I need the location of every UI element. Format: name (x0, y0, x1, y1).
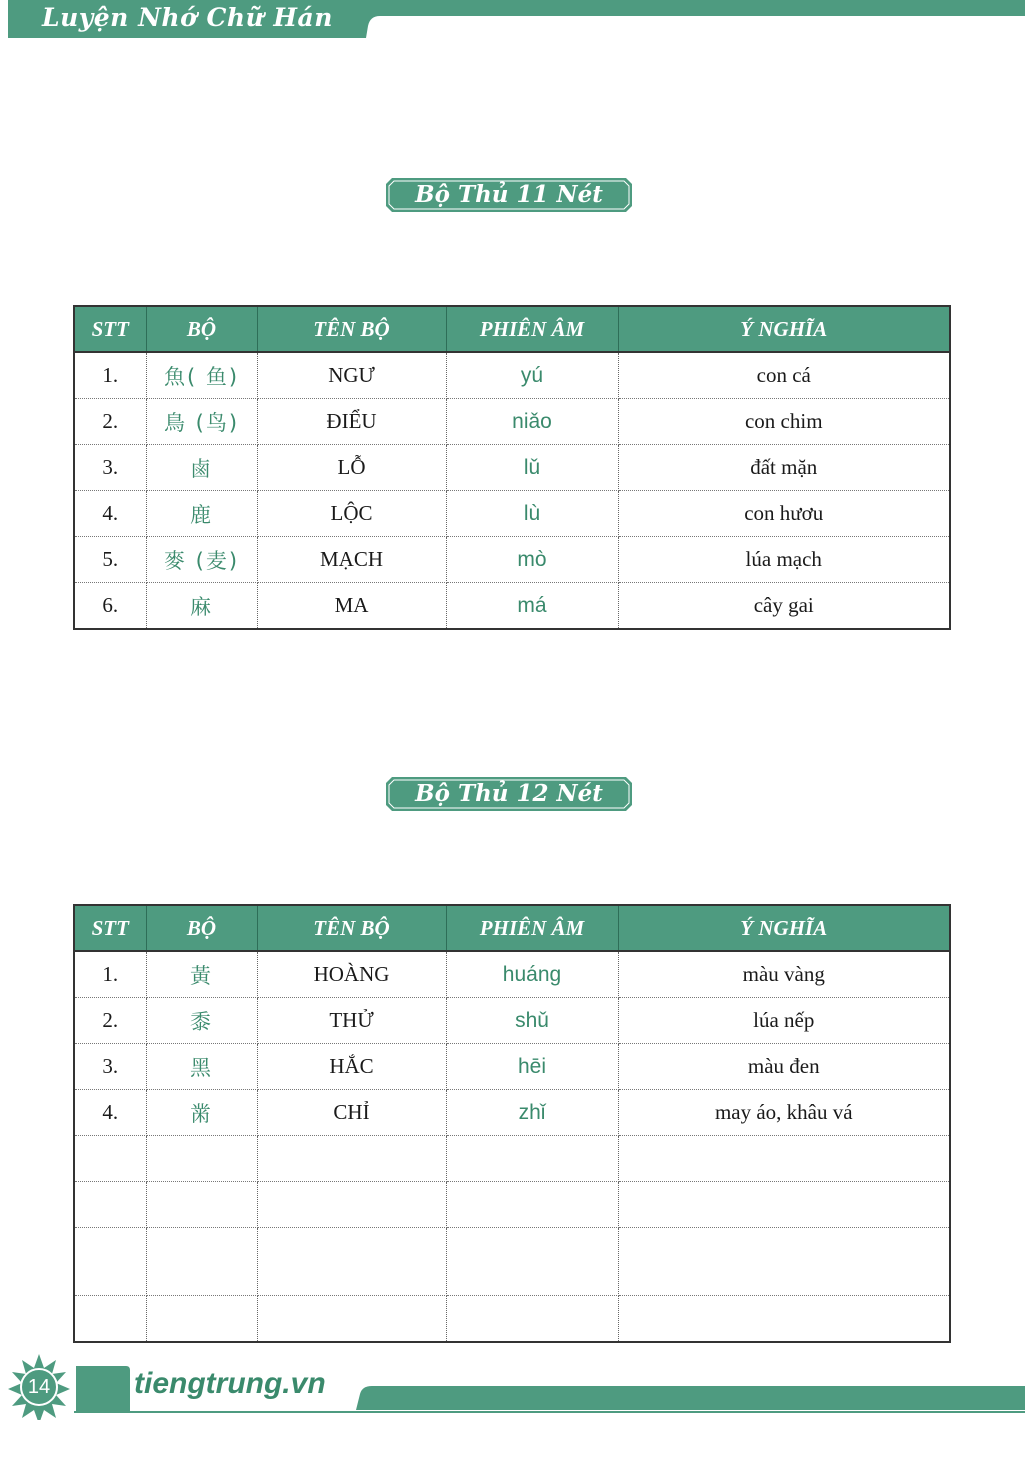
stt-cell: 3. (74, 445, 146, 491)
empty-cell (74, 1296, 146, 1343)
header-title: Luyện Nhớ Chữ Hán (42, 3, 333, 32)
column-header-ten-bo: TÊN BỘ (257, 306, 446, 352)
radical-cell: 黍 (146, 998, 257, 1044)
pinyin-cell: zhǐ (446, 1090, 618, 1136)
table-row (74, 1044, 950, 1090)
empty-cell (74, 1182, 146, 1228)
meaning-cell: lúa nếp (618, 998, 950, 1044)
stt-cell: 4. (74, 491, 146, 537)
meaning-cell: màu vàng (618, 951, 950, 998)
stt-cell: 2. (74, 998, 146, 1044)
table-row (74, 445, 950, 491)
pinyin-cell: mò (446, 537, 618, 583)
empty-cell (146, 1136, 257, 1182)
stt-cell: 1. (74, 951, 146, 998)
radical-name-cell: NGƯ (257, 352, 446, 399)
empty-cell (74, 1228, 146, 1296)
empty-cell (74, 1136, 146, 1182)
empty-cell (257, 1182, 446, 1228)
column-header-stt: STT (74, 306, 146, 352)
section-banner-11 (386, 178, 632, 212)
empty-cell (257, 1228, 446, 1296)
empty-cell (618, 1228, 950, 1296)
empty-cell (146, 1296, 257, 1343)
column-header-phien-am: PHIÊN ÂM (446, 306, 618, 352)
empty-cell (446, 1136, 618, 1182)
empty-cell (257, 1296, 446, 1343)
table-row (74, 998, 950, 1044)
radical-cell: 鹵 (146, 445, 257, 491)
pinyin-cell: huáng (446, 951, 618, 998)
empty-table-row (74, 1296, 950, 1343)
column-header-y-nghia: Ý NGHĨA (618, 905, 950, 951)
stt-cell: 2. (74, 399, 146, 445)
radical-name-cell: HOÀNG (257, 951, 446, 998)
table-row (74, 399, 950, 445)
pinyin-cell: yú (446, 352, 618, 399)
radical-name-cell: LỖ (257, 445, 446, 491)
table-row (74, 951, 950, 998)
pinyin-cell: shǔ (446, 998, 618, 1044)
column-header-bo: BỘ (146, 905, 257, 951)
table-header-row (74, 905, 950, 951)
pinyin-cell: má (446, 583, 618, 630)
radical-cell: 鳥 (鸟) (146, 399, 257, 445)
empty-cell (618, 1136, 950, 1182)
radical-name-cell: THỬ (257, 998, 446, 1044)
table-row (74, 1090, 950, 1136)
radical-cell: 麻 (146, 583, 257, 630)
header-band (8, 0, 1025, 38)
table-header-row (74, 306, 950, 352)
meaning-cell: cây gai (753, 593, 814, 617)
radical-table-12 (73, 904, 951, 1343)
empty-table-row (74, 1228, 950, 1296)
meaning-cell: con hươu (618, 491, 950, 537)
stt-cell: 6. (74, 583, 146, 630)
radical-name-cell: LỘC (257, 491, 446, 537)
empty-cell (446, 1296, 618, 1343)
column-header-y-nghia: Ý NGHĨA (618, 306, 950, 352)
page-number: 14 (27, 1376, 51, 1398)
page-footer (0, 1350, 1033, 1420)
radical-name-cell: MA (257, 583, 446, 630)
radical-name-cell: HẮC (257, 1044, 446, 1090)
stt-cell: 4. (74, 1090, 146, 1136)
site-logo-text: tiengtrung.vn (134, 1367, 326, 1400)
table-row (74, 491, 950, 537)
radical-cell: 黑 (146, 1044, 257, 1090)
empty-cell (618, 1296, 950, 1343)
pinyin-cell: niǎo (446, 399, 618, 445)
column-header-stt: STT (74, 905, 146, 951)
pinyin-cell: lǔ (446, 445, 618, 491)
stt-cell: 1. (74, 352, 146, 399)
pinyin-cell: lù (446, 491, 618, 537)
empty-cell (146, 1228, 257, 1296)
radical-cell: 麥 (麦) (146, 537, 257, 583)
section-title: Bộ Thủ 11 Nét (415, 181, 603, 208)
table-row (74, 537, 950, 583)
empty-table-row (74, 1182, 950, 1228)
column-header-phien-am: PHIÊN ÂM (446, 905, 618, 951)
section-banner-12 (386, 777, 632, 811)
meaning-cell: lúa mạch (618, 537, 950, 583)
empty-cell (146, 1182, 257, 1228)
radical-name-cell: ĐIỂU (257, 399, 446, 445)
stt-cell: 5. (74, 537, 146, 583)
empty-cell (446, 1182, 618, 1228)
empty-cell (618, 1182, 950, 1228)
radical-cell: 黃 (146, 951, 257, 998)
radical-name-cell: CHỈ (257, 1090, 446, 1136)
meaning-cell: may áo, khâu vá (618, 1090, 950, 1136)
column-header-bo: BỘ (146, 306, 257, 352)
radical-cell: 黹 (146, 1090, 257, 1136)
meaning-cell: đất mặn (618, 445, 950, 491)
meaning-cell: con cá (618, 352, 950, 399)
meaning-cell: màu đen (618, 1044, 950, 1090)
column-header-ten-bo: TÊN BỘ (257, 905, 446, 951)
meaning-cell: con chim (618, 399, 950, 445)
table-row (74, 583, 950, 630)
table-row (74, 352, 950, 399)
section-title: Bộ Thủ 12 Nét (415, 780, 603, 807)
radical-name-cell: MẠCH (257, 537, 446, 583)
empty-cell (257, 1136, 446, 1182)
empty-table-row (74, 1136, 950, 1182)
radical-cell: 鹿 (146, 491, 257, 537)
pinyin-cell: hēi (446, 1044, 618, 1090)
radical-cell: 魚( 鱼) (146, 352, 257, 399)
stt-cell: 3. (74, 1044, 146, 1090)
radical-table-11 (73, 305, 951, 630)
empty-cell (446, 1228, 618, 1296)
